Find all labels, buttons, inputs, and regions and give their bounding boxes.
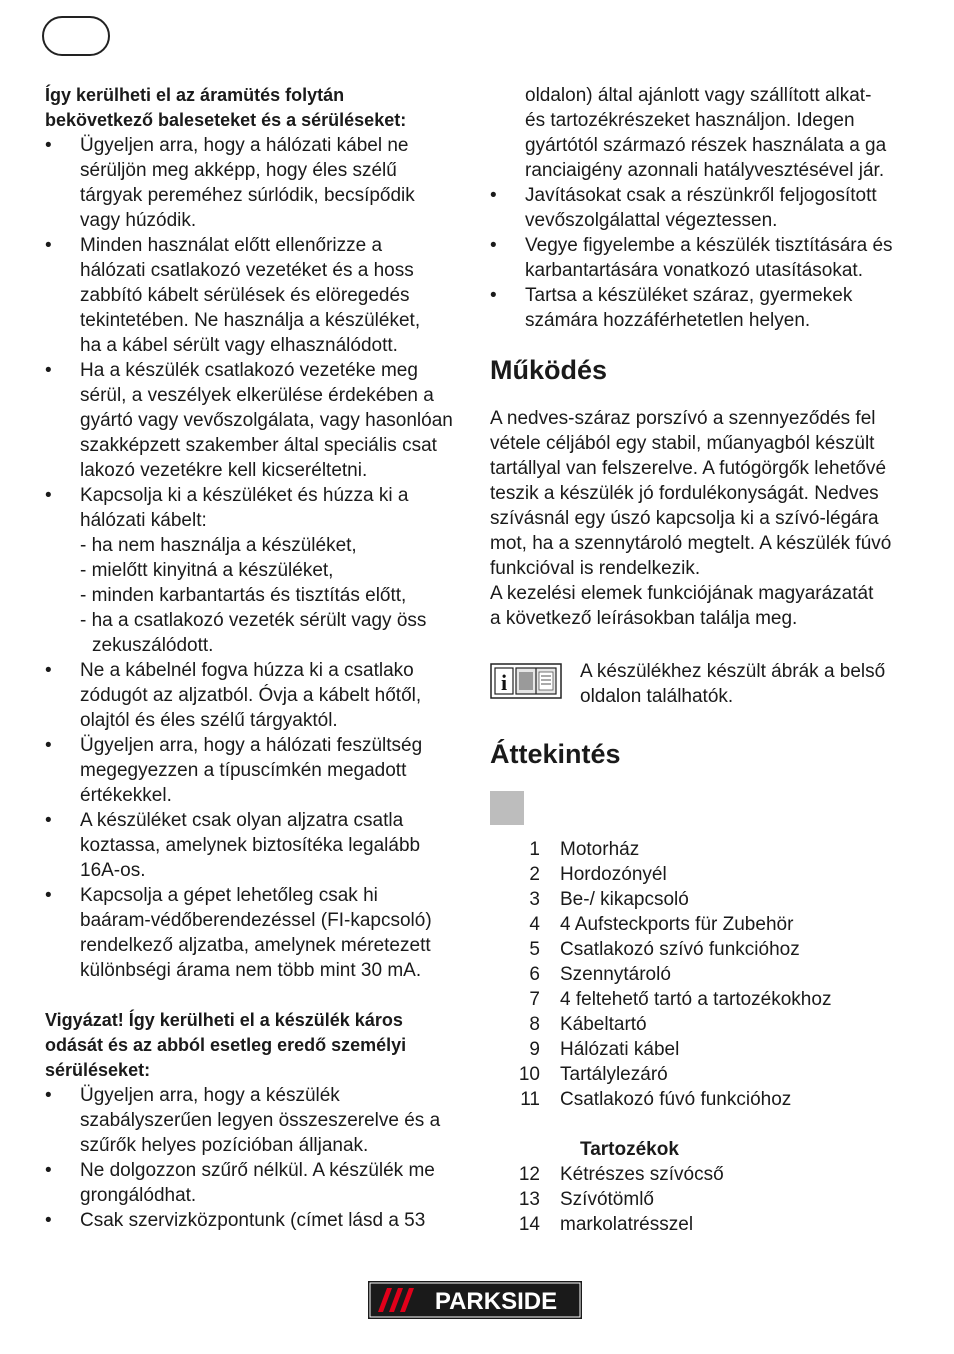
svg-text:i: i <box>500 670 508 695</box>
list-item: 10 Tartálylezáró <box>518 1064 668 1085</box>
brand-wordmark: PARKSIDE <box>434 1288 558 1315</box>
list-item: 6 Szennytároló <box>529 964 671 985</box>
figure-marker <box>490 791 524 825</box>
language-badge <box>42 16 110 56</box>
list-item: • A készüléket csak olyan aljzatra csatla koztassa, amelynek biztosítéka legalább 16A-os. <box>45 808 470 883</box>
accessories-list <box>490 1162 920 1237</box>
parts-list <box>490 837 920 1112</box>
list-item: • Minden használat előtt ellenőrizze a hálózati csatlakozó vezetéket és a hoss zabbító kábelt sérülések és elöregedés tekintetében. Ne használja a készüléket, ha a kábel sérült vagy elhasználódott. <box>45 233 470 358</box>
left-column <box>45 83 470 1233</box>
list-item: • Ne dolgozzon szűrő nélkül. A készülék me grongálódhat. <box>45 1158 470 1208</box>
list-item: 8 Kábeltartó <box>529 1014 647 1035</box>
list-item: 11 Csatlakozó fúvó funkcióhoz <box>520 1089 792 1110</box>
list-item: • Javításokat csak a részünkről feljogosított vevőszolgálattal végeztessen. <box>490 183 920 233</box>
damage-bullets <box>45 1083 470 1233</box>
list-item: • Tartsa a készüléket száraz, gyermekek számára hozzáférhetetlen helyen. <box>490 283 920 333</box>
list-item: • Ügyeljen arra, hogy a hálózati feszültség megegyezzen a típuscímkén megadott értékekkel. <box>45 733 470 808</box>
list-item: 2 Hordozónyél <box>529 864 667 885</box>
list-item: 1 Motorház <box>529 839 640 860</box>
list-item: 14 markolatrésszel <box>518 1214 694 1235</box>
shock-bullets-a <box>45 133 470 533</box>
list-item: • Ne a kábelnél fogva húzza ki a csatlako zódugót az aljzatból. Óvja a kábelt hőtől, olajtól és éles szélű tárgyaktól. <box>45 658 470 733</box>
accessories-title: Tartozékok <box>580 1139 679 1160</box>
list-item: • Csak szervizközpontunk (címet lásd a 53 <box>45 1208 470 1233</box>
list-item: 7 4 feltehető tartó a tartozékokhoz <box>529 989 832 1010</box>
operation-text: A nedves-száraz porszívó a szennyeződés fel vétele céljából egy stabil, műanyagból készült tartállyal van felszerelve. A futógörgők lehetővé teszik a készülék jó fordulékonyságát. Nedves szívásnál egy úszó kapcsolja ki a szívó-légára mot, ha a szennytároló megtelt. A készülék fúvó funkcióval is rendelkezik. A kezelési elemek funkciójának magyarázatát a következő leírásokban találja meg. <box>490 408 892 629</box>
list-item: 5 Csatlakozó szívó funkcióhoz <box>529 939 800 960</box>
info-note <box>490 659 920 709</box>
list-item: • Kapcsolja a gépet lehetőleg csak hi baáram-védőberendezéssel (FI-kapcsoló) rendelkező aljzatba, amelynek méretezett különbségi árama nem több mint 30 mA. <box>45 883 470 983</box>
info-text: A készülékhez készült ábrák a belső oldalon találhatók. <box>580 661 886 707</box>
parkside-logo <box>368 1281 582 1319</box>
manual-info-icon <box>490 663 562 699</box>
electric-shock-heading: Így kerülheti el az áramütés folytán bekövetkező baleseteket és a sérüléseket: <box>45 85 407 130</box>
list-item: 4 4 Aufsteckports für Zubehör <box>529 914 794 935</box>
list-item: • Ha a készülék csatlakozó vezetéke meg sérül, a veszélyek elkerülése érdekében a gyártó vagy vevőszolgálata, vagy hasonlóan szakképzett szakember által speciális csat lakozó vezetékre kell kicseréltetni. <box>45 358 470 483</box>
list-item: 3 Be-/ kikapcsoló <box>529 889 689 910</box>
damage-warning-heading: Vigyázat! Így kerülheti el a készülék káros odását és az abból esetleg eredő személyi sérüléseket: <box>45 1010 407 1080</box>
list-item: 9 Hálózati kábel <box>529 1039 680 1060</box>
section-title-overview: Áttekintés <box>490 739 621 769</box>
service-bullets <box>490 183 920 333</box>
unplug-sublist: - ha nem használja a készüléket, - mielőtt kinyitná a készüléket, - minden karbantartás és tisztítás előtt, - ha a csatlakozó vezeték sérült vagy öss zekuszálódott. <box>80 535 427 656</box>
right-column <box>490 83 920 1237</box>
continuation-text: oldalon) által ajánlott vagy szállított alkat- és tartozékrészeket használjon. Idegen gyártótól származó részek használata a ga ranciaigény azonnali hatályvesztésével jár. <box>525 85 887 181</box>
shock-bullets-b <box>45 658 470 983</box>
list-item: 13 Szívótömlő <box>518 1189 654 1210</box>
list-item: 12 Kétrészes szívócső <box>518 1164 724 1185</box>
list-item: • Ügyeljen arra, hogy a hálózati kábel ne sérüljön meg akképp, hogy éles szélű tárgyak pereméhez súrlódik, becsípődik vagy húzódik. <box>45 133 470 233</box>
list-item: • Ügyeljen arra, hogy a készülék szabályszerűen legyen összeszerelve és a szűrők helyes pozícióban álljanak. <box>45 1083 470 1158</box>
list-item: • Kapcsolja ki a készüléket és húzza ki a hálózati kábelt: <box>45 483 470 533</box>
list-item: • Vegye figyelembe a készülék tisztítására és karbantartására vonatkozó utasításokat. <box>490 233 920 283</box>
section-title-operation: Működés <box>490 355 608 385</box>
